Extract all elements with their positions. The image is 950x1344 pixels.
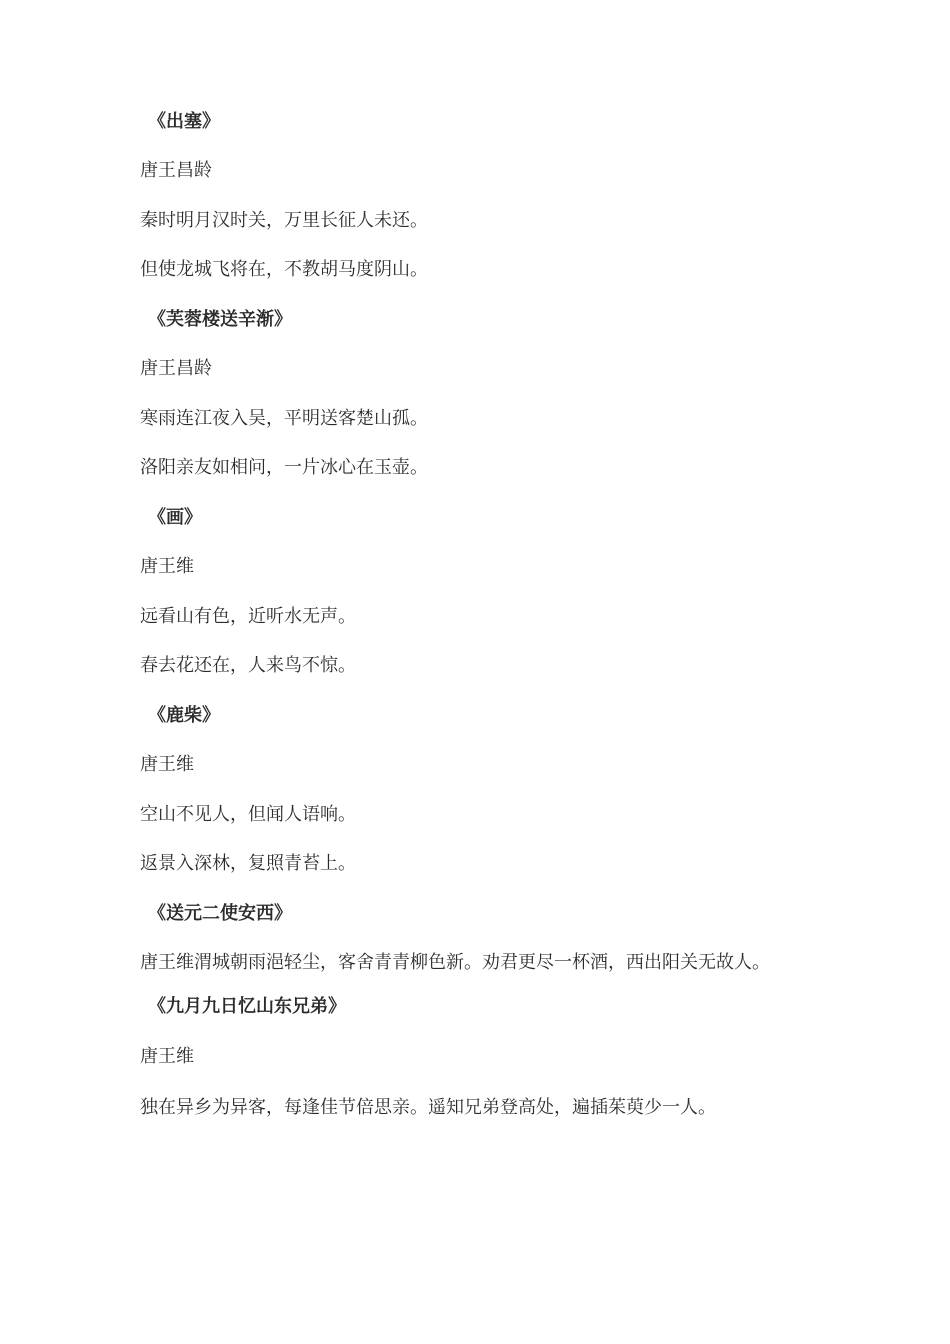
poem-author: 唐王昌龄 (140, 358, 212, 379)
poem-body: 唐王维渭城朝雨浥轻尘，客舍青青柳色新。劝君更尽一杯酒，西出阳关无故人。 (140, 952, 770, 973)
poem-line: 春去花还在，人来鸟不惊。 (140, 655, 356, 676)
poem-line: 洛阳亲友如相问，一片冰心在玉壶。 (140, 457, 428, 478)
poem-line: 返景入深林，复照青苔上。 (140, 853, 356, 874)
poem-title: 《九月九日忆山东兄弟》 (148, 996, 346, 1017)
poem-line: 寒雨连江夜入吴，平明送客楚山孤。 (140, 408, 428, 429)
poem-line: 但使龙城飞将在，不教胡马度阴山。 (140, 259, 428, 280)
poem-author: 唐王维 (140, 754, 194, 775)
poem-body: 独在异乡为异客，每逢佳节倍思亲。遥知兄弟登高处，遍插茱萸少一人。 (140, 1097, 716, 1118)
poem-author: 唐王维 (140, 556, 194, 577)
poem-author: 唐王维 (140, 1046, 194, 1067)
poem-line: 秦时明月汉时关，万里长征人未还。 (140, 210, 428, 231)
poem-title: 《送元二使安西》 (148, 903, 292, 924)
poem-author: 唐王昌龄 (140, 160, 212, 181)
poem-title: 《画》 (148, 507, 202, 528)
poem-title: 《出塞》 (148, 111, 220, 132)
poem-line: 远看山有色，近听水无声。 (140, 606, 356, 627)
poem-title: 《鹿柴》 (148, 705, 220, 726)
poem-title: 《芙蓉楼送辛渐》 (148, 309, 292, 330)
poem-line: 空山不见人，但闻人语响。 (140, 804, 356, 825)
